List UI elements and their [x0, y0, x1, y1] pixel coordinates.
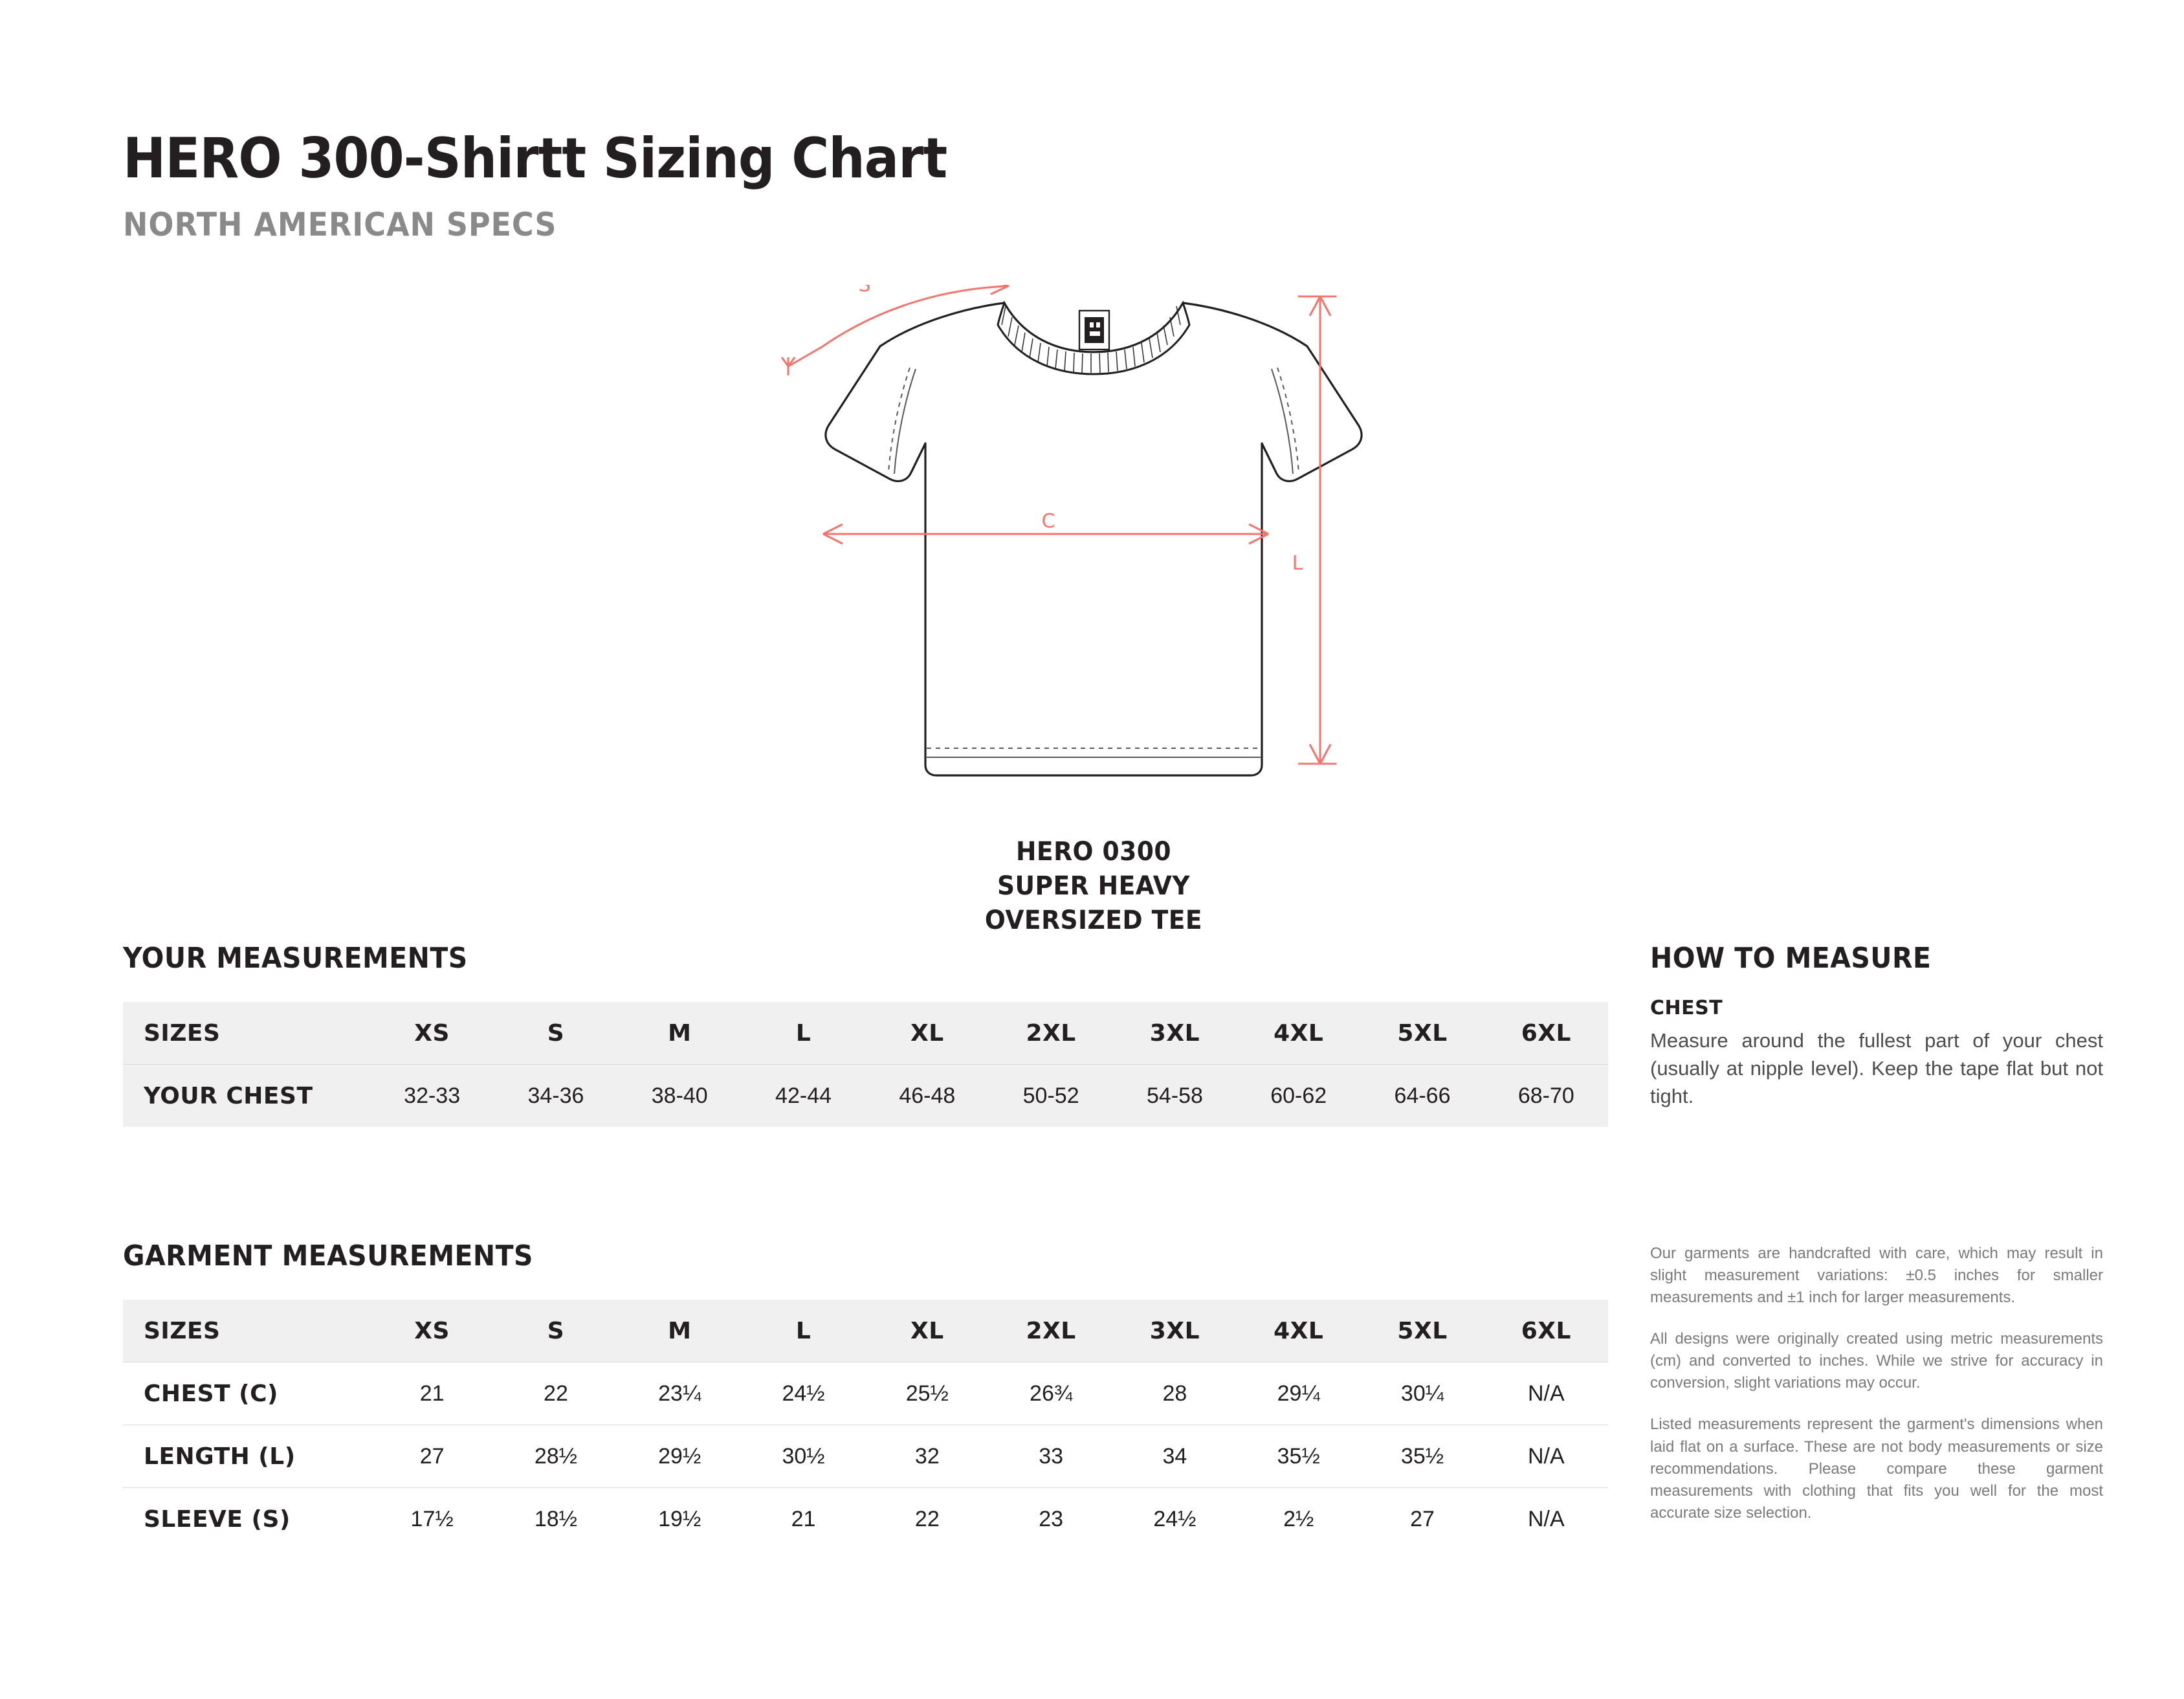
table-cell: 38-40 [651, 1083, 708, 1108]
table-cell: 27 [1410, 1506, 1435, 1531]
table-cell: 30½ [742, 1425, 865, 1488]
column-header: M [618, 1300, 742, 1362]
column-header: XS [370, 1002, 494, 1065]
table-cell: 35½ [1237, 1425, 1360, 1488]
column-header: 6XL [1484, 1002, 1608, 1065]
table-cell: N/A [1527, 1506, 1565, 1531]
table-cell: 32 [865, 1425, 989, 1488]
row-label: SLEEVE (S) [144, 1505, 291, 1533]
column-header: L [742, 1300, 865, 1362]
table-cell: 64-66 [1394, 1083, 1451, 1108]
garment-measurements-table [123, 1300, 1608, 1550]
table-cell: 29¼ [1237, 1362, 1360, 1425]
your-measurements-heading: YOUR MEASUREMENTS [123, 942, 468, 975]
table-cell: 42-44 [775, 1083, 832, 1108]
table-cell: N/A [1484, 1362, 1608, 1425]
column-header: 4XL [1237, 1002, 1360, 1065]
table-cell: 21 [370, 1362, 494, 1425]
table-cell: 34-36 [527, 1083, 584, 1108]
column-header: XL [865, 1300, 989, 1362]
fineprint-paragraph: Our garments are handcrafted with care, which may result in slight measurement variations: ±0.5 inches for smaller measurements and ±1 inch for larger measurements. [1650, 1245, 2103, 1307]
table-cell: 27 [370, 1425, 494, 1488]
table-cell: 29½ [618, 1425, 742, 1488]
table-row [123, 1362, 1608, 1425]
column-header: 6XL [1484, 1300, 1608, 1362]
table-cell: 34 [1113, 1425, 1237, 1488]
table-cell: 33 [989, 1425, 1112, 1488]
table-cell: 60-62 [1270, 1083, 1327, 1108]
table-cell: 24½ [1153, 1506, 1197, 1531]
diagram-caption [771, 835, 1416, 937]
table-header-row [123, 1002, 1608, 1065]
table-cell: 54-58 [1146, 1083, 1203, 1108]
how-to-measure-section [1650, 942, 2103, 1110]
table-cell: 28 [1113, 1362, 1237, 1425]
chest-measure-label: C [1041, 510, 1055, 533]
row-label: YOUR CHEST [144, 1082, 313, 1109]
column-header: S [494, 1002, 617, 1065]
diagram-caption-line-1: HERO 0300 [1015, 837, 1172, 867]
column-header: XL [865, 1002, 989, 1065]
table-cell: 23¼ [618, 1362, 742, 1425]
table-row [123, 1065, 1608, 1127]
table-cell: 50-52 [1022, 1083, 1079, 1108]
table-cell: 32-33 [404, 1083, 461, 1108]
table-cell: 21 [791, 1506, 816, 1531]
page-subtitle: NORTH AMERICAN SPECS [123, 206, 557, 244]
fineprint-paragraph: Listed measurements represent the garment's dimensions when laid flat on a surface. These are not body measurements or size recommendations. Please compare these garment measurements with clothing that fits you well for the most accurate size selection. [1650, 1416, 2103, 1522]
column-header: 4XL [1237, 1300, 1360, 1362]
page-title: HERO 300-Shirtt Sizing Chart [123, 126, 947, 191]
your-measurements-table [123, 1002, 1608, 1127]
table-cell: 46-48 [899, 1083, 956, 1108]
column-header: 2XL [989, 1002, 1112, 1065]
column-header: 3XL [1113, 1300, 1237, 1362]
table-cell: 24½ [742, 1362, 865, 1425]
table-cell: 22 [494, 1362, 617, 1425]
how-to-measure-heading: HOW TO MEASURE [1650, 942, 1932, 975]
column-header: XS [370, 1300, 494, 1362]
sleeve-measure-label: S [858, 285, 871, 296]
table-cell: 30¼ [1360, 1362, 1484, 1425]
row-label: LENGTH (L) [123, 1425, 370, 1488]
length-measure-label: L [1292, 552, 1303, 575]
fineprint-paragraph: All designs were originally created using metric measurements (cm) and converted to inches. While we strive for accuracy in conversion, slight variations may occur. [1650, 1330, 2103, 1392]
table-cell: 28½ [494, 1425, 617, 1488]
tshirt-diagram [751, 285, 1437, 822]
column-header: 2XL [989, 1300, 1112, 1362]
chest-instructions: Measure around the fullest part of your chest (usually at nipple level). Keep the tape flat but not tight. [1650, 1029, 2103, 1107]
column-header: SIZES [123, 1300, 370, 1362]
your-measurements-section [123, 942, 1608, 1127]
table-header-row [123, 1300, 1608, 1362]
table-cell: 35½ [1360, 1425, 1484, 1488]
table-cell: 26¾ [989, 1362, 1112, 1425]
column-header: S [494, 1300, 617, 1362]
garment-measurements-heading: GARMENT MEASUREMENTS [123, 1239, 533, 1272]
garment-measurements-section [123, 1239, 1608, 1550]
column-header: L [742, 1002, 865, 1065]
diagram-caption-line-3: OVERSIZED TEE [984, 905, 1203, 935]
column-header: 5XL [1360, 1002, 1484, 1065]
table-cell: 19½ [658, 1506, 701, 1531]
table-cell: 22 [914, 1506, 940, 1531]
table-cell: 17½ [410, 1506, 454, 1531]
diagram-caption-line-2: SUPER HEAVY [997, 871, 1191, 901]
table-row [123, 1488, 1608, 1551]
column-header: M [618, 1002, 742, 1065]
table-cell: 25½ [865, 1362, 989, 1425]
column-header: SIZES [123, 1002, 370, 1065]
column-header: 5XL [1360, 1300, 1484, 1362]
table-row [123, 1425, 1608, 1488]
table-cell: N/A [1484, 1425, 1608, 1488]
chest-label: CHEST [1650, 997, 1723, 1019]
table-cell: 68-70 [1517, 1083, 1574, 1108]
row-label: CHEST (C) [123, 1362, 370, 1425]
column-header: 3XL [1113, 1002, 1237, 1065]
table-cell: 2½ [1283, 1506, 1314, 1531]
table-cell: 18½ [534, 1506, 578, 1531]
table-cell: 23 [1039, 1506, 1064, 1531]
fineprint-section [1650, 1243, 2103, 1544]
